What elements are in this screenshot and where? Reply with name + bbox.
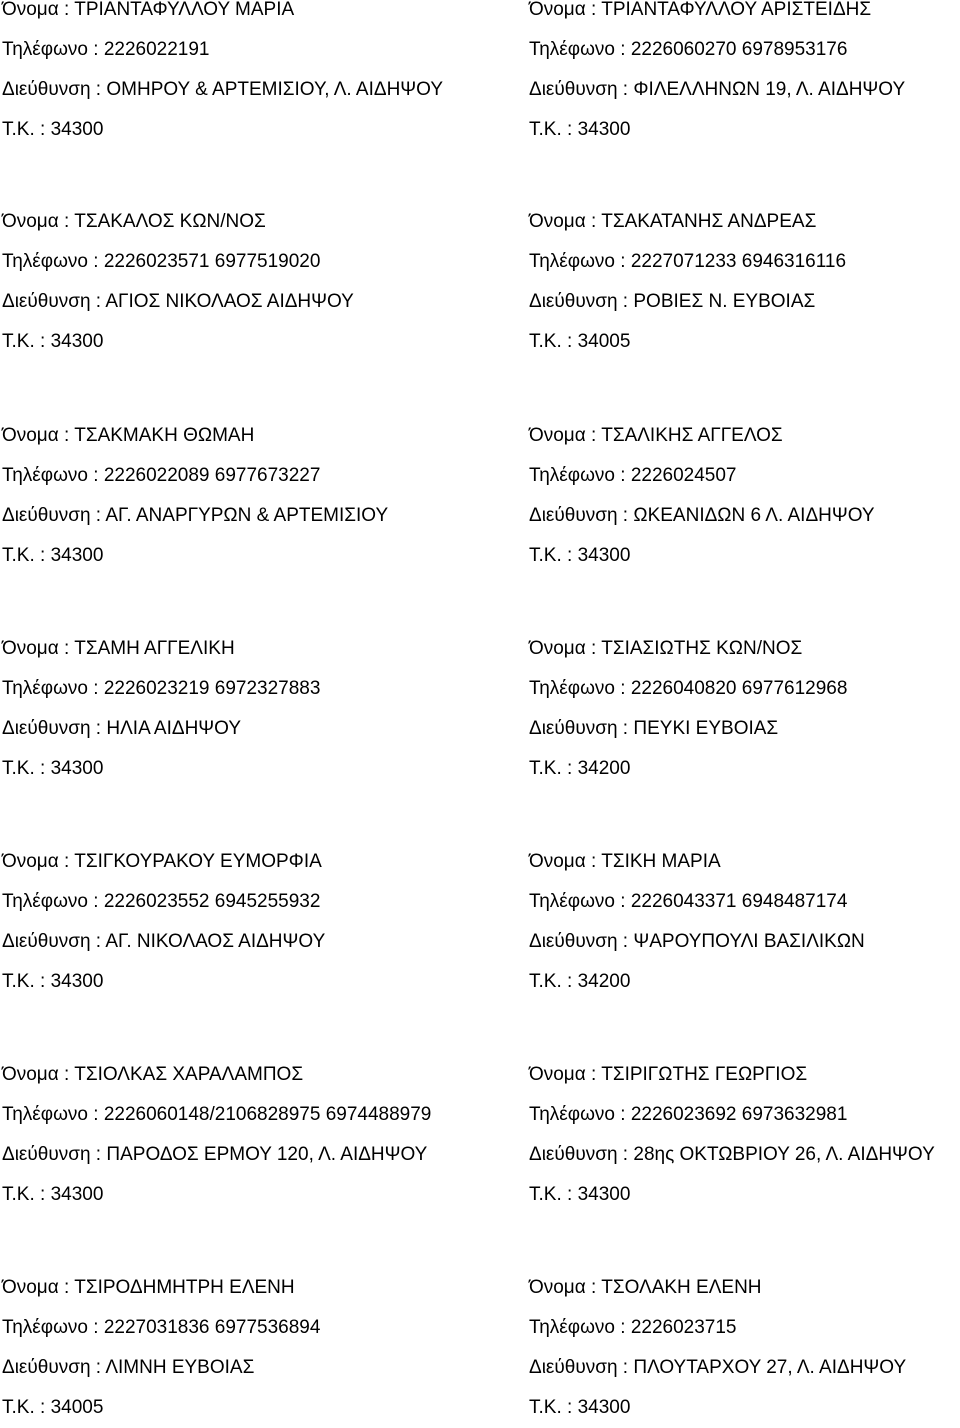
name-label: Όνομα : xyxy=(529,1064,602,1085)
contact-phone: 2226060270 6978953176 xyxy=(630,39,848,60)
contact-phone: 2226023552 6945255932 xyxy=(103,891,321,912)
name-line xyxy=(529,842,960,882)
contact-postcode: 34005 xyxy=(50,1397,104,1418)
name-line xyxy=(529,202,960,242)
postcode-line xyxy=(529,962,960,1002)
phone-line xyxy=(2,242,472,282)
contact-address: ΠΕΥΚΙ ΕΥΒΟΙΑΣ xyxy=(633,718,779,739)
postcode-label: Τ.Κ. : xyxy=(2,971,51,992)
contact-postcode: 34300 xyxy=(50,119,104,140)
postcode-label: Τ.Κ. : xyxy=(2,1184,51,1205)
name-line xyxy=(2,842,472,882)
phone-label: Τηλέφωνο : xyxy=(529,1317,631,1338)
name-label: Όνομα : xyxy=(2,638,75,659)
name-line xyxy=(529,416,960,456)
contact-name: ΤΡΙΑΝΤΑΦΥΛΛΟΥ ΜΑΡΙΑ xyxy=(74,0,295,20)
address-line xyxy=(2,496,472,536)
contact-postcode: 34300 xyxy=(577,1184,631,1205)
phone-line xyxy=(2,456,472,496)
contact-entry xyxy=(2,0,472,150)
phone-line xyxy=(2,30,472,70)
contact-name: ΤΣΙΓΚΟΥΡΑΚΟΥ ΕΥΜΟΡΦΙΑ xyxy=(74,851,322,872)
name-label: Όνομα : xyxy=(2,211,75,232)
contact-phone: 2226023571 6977519020 xyxy=(103,251,321,272)
name-line xyxy=(2,1268,472,1308)
name-label: Όνομα : xyxy=(2,851,75,872)
postcode-line xyxy=(529,110,960,150)
contact-phone: 2226043371 6948487174 xyxy=(630,891,848,912)
phone-line xyxy=(2,669,472,709)
postcode-line xyxy=(529,1175,960,1215)
contact-address: ΑΓ. ΝΙΚΟΛΑΟΣ ΑΙΔΗΨΟΥ xyxy=(105,931,326,952)
contact-name: ΤΣΑΜΗ ΑΓΓΕΛΙΚΗ xyxy=(74,638,235,659)
contact-address: ΑΓΙΟΣ ΝΙΚΟΛΑΟΣ ΑΙΔΗΨΟΥ xyxy=(105,291,354,312)
contact-phone: 2226022191 xyxy=(103,39,210,60)
name-line xyxy=(2,416,472,456)
name-label: Όνομα : xyxy=(529,638,602,659)
postcode-label: Τ.Κ. : xyxy=(529,545,578,566)
contact-name: ΤΣΙΟΛΚΑΣ ΧΑΡΑΛΑΜΠΟΣ xyxy=(74,1064,304,1085)
address-label: Διεύθυνση : xyxy=(2,931,106,952)
postcode-line xyxy=(2,322,472,362)
name-line xyxy=(2,1055,472,1095)
address-line xyxy=(529,282,960,322)
name-label: Όνομα : xyxy=(529,425,602,446)
contact-postcode: 34200 xyxy=(577,758,631,779)
contact-postcode: 34300 xyxy=(577,1397,631,1418)
phone-line xyxy=(529,1095,960,1135)
contact-entry xyxy=(2,629,472,789)
phone-label: Τηλέφωνο : xyxy=(2,251,104,272)
name-label: Όνομα : xyxy=(2,0,75,20)
name-line xyxy=(529,1268,960,1308)
phone-label: Τηλέφωνο : xyxy=(529,678,631,699)
address-label: Διεύθυνση : xyxy=(2,1144,107,1165)
contact-address: ΦΙΛΕΛΛΗΝΩΝ 19, Λ. ΑΙΔΗΨΟΥ xyxy=(633,79,906,100)
contact-address: 28ης ΟΚΤΩΒΡΙΟΥ 26, Λ. ΑΙΔΗΨΟΥ xyxy=(633,1144,935,1165)
contact-address: ΟΜΗΡΟΥ & ΑΡΤΕΜΙΣΙΟΥ, Λ. ΑΙΔΗΨΟΥ xyxy=(106,79,444,100)
contact-name: ΤΣΑΚΑΤΑΝΗΣ ΑΝΔΡΕΑΣ xyxy=(601,211,817,232)
address-line xyxy=(529,922,960,962)
phone-label: Τηλέφωνο : xyxy=(2,678,104,699)
contact-name: ΤΣΑΚΜΑΚΗ ΘΩΜΑΗ xyxy=(74,425,255,446)
postcode-line xyxy=(529,322,960,362)
address-label: Διεύθυνση : xyxy=(2,505,106,526)
address-line xyxy=(2,282,472,322)
phone-line xyxy=(529,456,960,496)
contact-address: ΑΓ. ΑΝΑΡΓΥΡΩΝ & ΑΡΤΕΜΙΣΙΟΥ xyxy=(105,505,389,526)
contact-phone: 2227031836 6977536894 xyxy=(103,1317,321,1338)
address-line xyxy=(529,1348,960,1388)
address-label: Διεύθυνση : xyxy=(2,1357,106,1378)
name-label: Όνομα : xyxy=(2,425,75,446)
postcode-line xyxy=(2,1175,472,1215)
postcode-label: Τ.Κ. : xyxy=(529,1184,578,1205)
postcode-label: Τ.Κ. : xyxy=(529,758,578,779)
phone-label: Τηλέφωνο : xyxy=(529,251,631,272)
postcode-label: Τ.Κ. : xyxy=(529,119,578,140)
contact-address: ΡΟΒΙΕΣ Ν. ΕΥΒΟΙΑΣ xyxy=(633,291,816,312)
contact-phone: 2226023692 6973632981 xyxy=(630,1104,848,1125)
contact-entry xyxy=(2,842,472,1002)
contact-postcode: 34300 xyxy=(50,331,104,352)
contact-entry xyxy=(529,416,960,576)
phone-line xyxy=(529,30,960,70)
contact-entry xyxy=(2,416,472,576)
contact-entry xyxy=(2,1055,472,1215)
name-label: Όνομα : xyxy=(2,1277,75,1298)
name-line xyxy=(529,0,960,30)
address-line xyxy=(529,70,960,110)
address-label: Διεύθυνση : xyxy=(529,505,634,526)
postcode-label: Τ.Κ. : xyxy=(2,758,51,779)
contact-name: ΤΣΙΑΣΙΩΤΗΣ ΚΩΝ/ΝΟΣ xyxy=(601,638,803,659)
name-label: Όνομα : xyxy=(529,851,602,872)
address-label: Διεύθυνση : xyxy=(529,931,634,952)
contact-address: ΠΑΡΟΔΟΣ ΕΡΜΟΥ 120, Λ. ΑΙΔΗΨΟΥ xyxy=(106,1144,428,1165)
phone-label: Τηλέφωνο : xyxy=(2,1317,104,1338)
contact-entry xyxy=(2,202,472,362)
name-line xyxy=(529,1055,960,1095)
address-line xyxy=(2,70,472,110)
contact-address: ΠΛΟΥΤΑΡΧΟΥ 27, Λ. ΑΙΔΗΨΟΥ xyxy=(633,1357,907,1378)
postcode-line xyxy=(529,536,960,576)
name-line xyxy=(2,202,472,242)
contact-name: ΤΣΙΡΟΔΗΜΗΤΡΗ ΕΛΕΝΗ xyxy=(74,1277,295,1298)
contact-address: ΩΚΕΑΝΙΔΩΝ 6 Λ. ΑΙΔΗΨΟΥ xyxy=(633,505,875,526)
address-line xyxy=(2,1135,472,1175)
postcode-line xyxy=(2,110,472,150)
name-label: Όνομα : xyxy=(2,1064,75,1085)
phone-line xyxy=(529,882,960,922)
address-line xyxy=(529,1135,960,1175)
phone-label: Τηλέφωνο : xyxy=(2,1104,104,1125)
address-label: Διεύθυνση : xyxy=(529,718,634,739)
address-line xyxy=(2,922,472,962)
name-label: Όνομα : xyxy=(529,1277,602,1298)
contact-address: ΗΛΙΑ ΑΙΔΗΨΟΥ xyxy=(106,718,241,739)
address-line xyxy=(2,1348,472,1388)
contact-phone: 2226022089 6977673227 xyxy=(103,465,321,486)
postcode-line xyxy=(529,1388,960,1428)
contact-name: ΤΣΟΛΑΚΗ ΕΛΕΝΗ xyxy=(601,1277,762,1298)
contact-phone: 2226024507 xyxy=(630,465,737,486)
contact-phone: 2226040820 6977612968 xyxy=(630,678,848,699)
name-line xyxy=(529,629,960,669)
contact-entry xyxy=(529,629,960,789)
address-line xyxy=(2,709,472,749)
postcode-line xyxy=(2,962,472,1002)
address-label: Διεύθυνση : xyxy=(2,718,107,739)
contact-postcode: 34005 xyxy=(577,331,631,352)
phone-label: Τηλέφωνο : xyxy=(529,39,631,60)
phone-label: Τηλέφωνο : xyxy=(2,465,104,486)
contact-phone: 2226023219 6972327883 xyxy=(103,678,321,699)
contact-name: ΤΣΙΚΗ ΜΑΡΙΑ xyxy=(601,851,721,872)
name-label: Όνομα : xyxy=(529,0,602,20)
contact-postcode: 34300 xyxy=(50,758,104,779)
contact-name: ΤΣΑΛΙΚΗΣ ΑΓΓΕΛΟΣ xyxy=(601,425,783,446)
contact-entry xyxy=(529,842,960,1002)
contact-name: ΤΡΙΑΝΤΑΦΥΛΛΟΥ ΑΡΙΣΤΕΙΔΗΣ xyxy=(601,0,872,20)
contact-name: ΤΣΑΚΑΛΟΣ ΚΩΝ/ΝΟΣ xyxy=(74,211,266,232)
phone-line xyxy=(529,1308,960,1348)
postcode-label: Τ.Κ. : xyxy=(529,331,578,352)
phone-line xyxy=(2,1095,472,1135)
address-label: Διεύθυνση : xyxy=(2,79,107,100)
phone-line xyxy=(529,242,960,282)
address-label: Διεύθυνση : xyxy=(529,1144,634,1165)
postcode-line xyxy=(529,749,960,789)
postcode-line xyxy=(2,1388,472,1428)
postcode-label: Τ.Κ. : xyxy=(2,1397,51,1418)
contact-postcode: 34300 xyxy=(577,119,631,140)
postcode-line xyxy=(2,749,472,789)
phone-label: Τηλέφωνο : xyxy=(2,891,104,912)
contact-postcode: 34300 xyxy=(50,1184,104,1205)
name-line xyxy=(2,629,472,669)
contact-postcode: 34200 xyxy=(577,971,631,992)
contact-entry xyxy=(2,1268,472,1428)
contact-postcode: 34300 xyxy=(50,971,104,992)
phone-label: Τηλέφωνο : xyxy=(529,465,631,486)
contact-phone: 2226060148/2106828975 6974488979 xyxy=(103,1104,432,1125)
phone-label: Τηλέφωνο : xyxy=(529,891,631,912)
phone-label: Τηλέφωνο : xyxy=(529,1104,631,1125)
contact-name: ΤΣΙΡΙΓΩΤΗΣ ΓΕΩΡΓΙΟΣ xyxy=(601,1064,808,1085)
contact-entry xyxy=(529,1268,960,1428)
contact-phone: 2226023715 xyxy=(630,1317,737,1338)
contact-entry xyxy=(529,202,960,362)
postcode-label: Τ.Κ. : xyxy=(2,331,51,352)
contact-address: ΨΑΡΟΥΠΟΥΛΙ ΒΑΣΙΛΙΚΩΝ xyxy=(633,931,865,952)
contact-postcode: 34300 xyxy=(50,545,104,566)
contact-phone: 2227071233 6946316116 xyxy=(630,251,847,272)
contact-entry xyxy=(529,1055,960,1215)
address-label: Διεύθυνση : xyxy=(529,1357,634,1378)
address-label: Διεύθυνση : xyxy=(529,79,634,100)
address-line xyxy=(529,709,960,749)
contact-address: ΛΙΜΝΗ ΕΥΒΟΙΑΣ xyxy=(105,1357,255,1378)
postcode-label: Τ.Κ. : xyxy=(2,119,51,140)
postcode-label: Τ.Κ. : xyxy=(529,971,578,992)
phone-line xyxy=(529,669,960,709)
postcode-line xyxy=(2,536,472,576)
address-line xyxy=(529,496,960,536)
contact-entry xyxy=(529,0,960,150)
postcode-label: Τ.Κ. : xyxy=(529,1397,578,1418)
contact-postcode: 34300 xyxy=(577,545,631,566)
phone-line xyxy=(2,1308,472,1348)
name-label: Όνομα : xyxy=(529,211,602,232)
phone-label: Τηλέφωνο : xyxy=(2,39,104,60)
postcode-label: Τ.Κ. : xyxy=(2,545,51,566)
name-line xyxy=(2,0,472,30)
address-label: Διεύθυνση : xyxy=(529,291,634,312)
address-label: Διεύθυνση : xyxy=(2,291,106,312)
phone-line xyxy=(2,882,472,922)
